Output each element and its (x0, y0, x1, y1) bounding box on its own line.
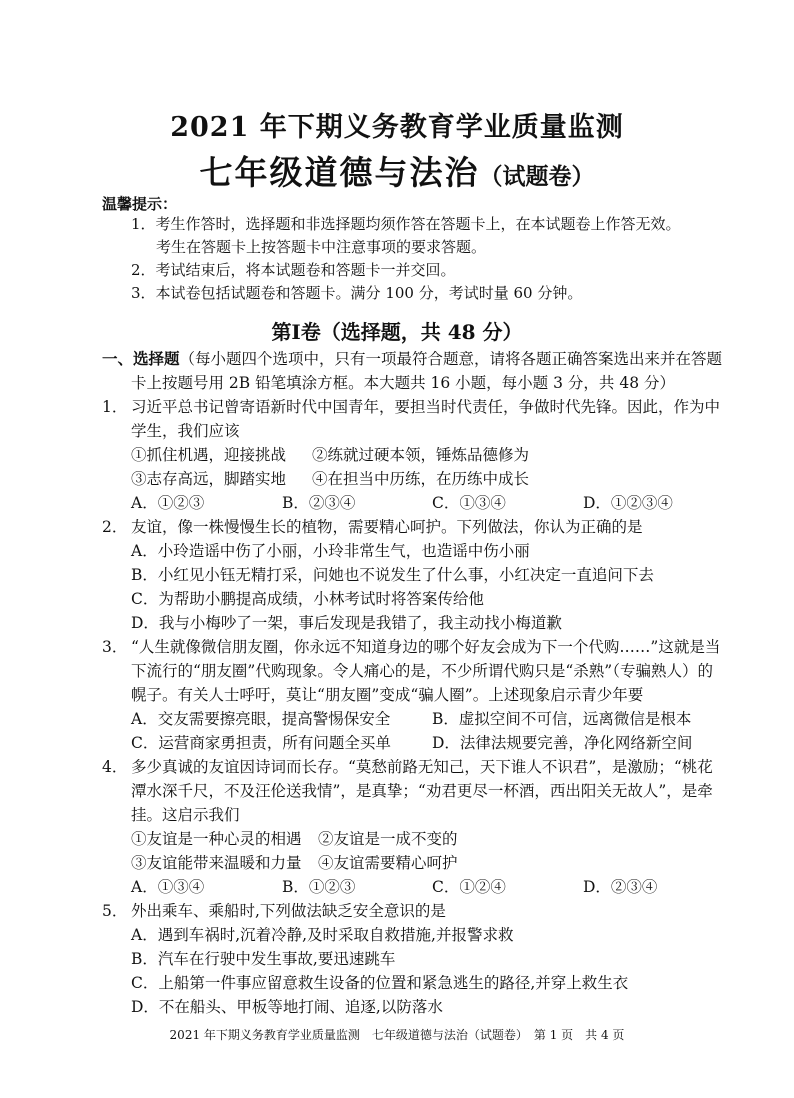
question-text: 下流行的“朋友圈”代购现象。令人痛心的是，不少所谓代购只是“杀熟”（专骗熟人）的 (131, 662, 713, 680)
tip-item: 2．考试结束后，将本试题卷和答题卡一并交回。 (131, 261, 456, 279)
intro-text: （每小题四个选项中，只有一项最符合题意，请将各题正确答案选出来并在答题 (179, 350, 723, 368)
question-text: 挂。这启示我们 (131, 806, 240, 824)
question-text: 外出乘车、乘船时,下列做法缺乏安全意识的是 (131, 902, 446, 920)
exam-title: 2021 年下期义务教育学业质量监测 (170, 112, 624, 143)
statement-item: ④在担当中历练，在历练中成长 (312, 470, 530, 488)
answer-option: B．①②③ (282, 878, 356, 896)
tip-item: 3．本试卷包括试题卷和答题卡。满分 100 分，考试时量 60 分钟。 (131, 284, 583, 302)
question-number: 2． (102, 518, 128, 536)
statement-item: ③志存高远，脚踏实地 (131, 470, 287, 488)
question-text: 幌子。有关人士呼吁，莫让“朋友圈”变成“骗人圈”。上述现象启示青少年要 (131, 686, 644, 704)
section-intro (102, 348, 722, 370)
intro-text-cont: 卡上按题号用 2B 铅笔填涂方框。本大题共 16 小题，每小题 3 分，共 48 分） (131, 374, 675, 392)
subject-name: 七年级道德与法治 (199, 153, 480, 192)
question-number: 4． (102, 758, 128, 776)
answer-option: B．小红见小钰无精打采，问她也不说发生了什么事，小红决定一直追问下去 (131, 566, 654, 584)
tip-item: 考生在答题卡上按答题卡中注意事项的要求答题。 (156, 238, 487, 256)
question-text: 多少真诚的友谊因诗词而长存。“莫愁前路无知己，天下谁人不识君”，是激励；“桃花 (131, 758, 713, 776)
answer-option: A．①③④ (131, 878, 205, 896)
statement-item: ①友谊是一种心灵的相遇 (131, 830, 302, 848)
answer-option: A．小玲造谣中伤了小丽，小玲非常生气，也造谣中伤小丽 (131, 542, 530, 560)
answer-option: C．为帮助小鹏提高成绩，小林考试时将答案传给他 (131, 590, 484, 608)
tip-item: 1．考生作答时，选择题和非选择题均须作答在答题卡上，在本试题卷上作答无效。 (131, 215, 681, 233)
question-number: 1． (102, 398, 128, 416)
answer-option: A．遇到车祸时,沉着冷静,及时采取自救措施,并报警求救 (131, 926, 514, 944)
page-footer: 2021 年下期义务教育学业质量监测 七年级道德与法治（试题卷） 第 1 页 共 4 页 (169, 1028, 625, 1042)
tips-heading: 温馨提示： (102, 195, 178, 213)
answer-option: D．②③④ (583, 878, 658, 896)
answer-option: C．运营商家勇担责，所有问题全买单 (131, 734, 391, 752)
answer-option: D．不在船头、甲板等地打闹、追逐,以防落水 (131, 998, 443, 1016)
answer-option: D．法律法规要完善，净化网络新空间 (432, 734, 693, 752)
subject-suffix: （试题卷） (479, 163, 595, 190)
question-text: 潭水深千尺，不及汪伦送我情”，是真挚；“劝君更尽一杯酒，西出阳关无故人”，是牵 (131, 782, 713, 800)
answer-option: B．虚拟空间不可信，远离微信是根本 (432, 710, 692, 728)
question-text: 友谊，像一株慢慢生长的植物，需要精心呵护。下列做法，你认为正确的是 (131, 518, 643, 536)
question-text: “人生就像微信朋友圈，你永远不知道身边的哪个好友会成为下一个代购……”这就是当 (131, 638, 721, 656)
answer-option: A．交友需要擦亮眼，提高警惕保安全 (131, 710, 391, 728)
statement-item: ③友谊能带来温暖和力量 (131, 854, 302, 872)
statement-item: ④友谊需要精心呵护 (318, 854, 458, 872)
answer-option: C．①②④ (432, 878, 506, 896)
section-title: 第Ⅰ卷（选择题，共 48 分） (271, 320, 523, 344)
subject-title (0, 154, 794, 198)
answer-option: D．①②③④ (583, 494, 673, 512)
statement-item: ②友谊是一成不变的 (318, 830, 458, 848)
part-label: 一、选择题 (102, 350, 180, 368)
question-text: 习近平总书记曾寄语新时代中国青年，要担当时代责任，争做时代先锋。因此，作为中 (131, 398, 721, 416)
answer-option: B．②③④ (282, 494, 356, 512)
question-text: 学生，我们应该 (131, 422, 240, 440)
statement-item: ①抓住机遇，迎接挑战 (131, 446, 287, 464)
answer-option: D．我与小梅吵了一架，事后发现是我错了，我主动找小梅道歉 (131, 614, 562, 632)
answer-option: B．汽车在行驶中发生事故,要迅速跳车 (131, 950, 396, 968)
answer-option: C．①③④ (432, 494, 506, 512)
answer-option: A．①②③ (131, 494, 205, 512)
question-number: 5． (102, 902, 128, 920)
answer-option: C．上船第一件事应留意救生设备的位置和紧急逃生的路径,并穿上救生衣 (131, 974, 629, 992)
statement-item: ②练就过硬本领，锤炼品德修为 (312, 446, 530, 464)
question-number: 3． (102, 638, 128, 656)
